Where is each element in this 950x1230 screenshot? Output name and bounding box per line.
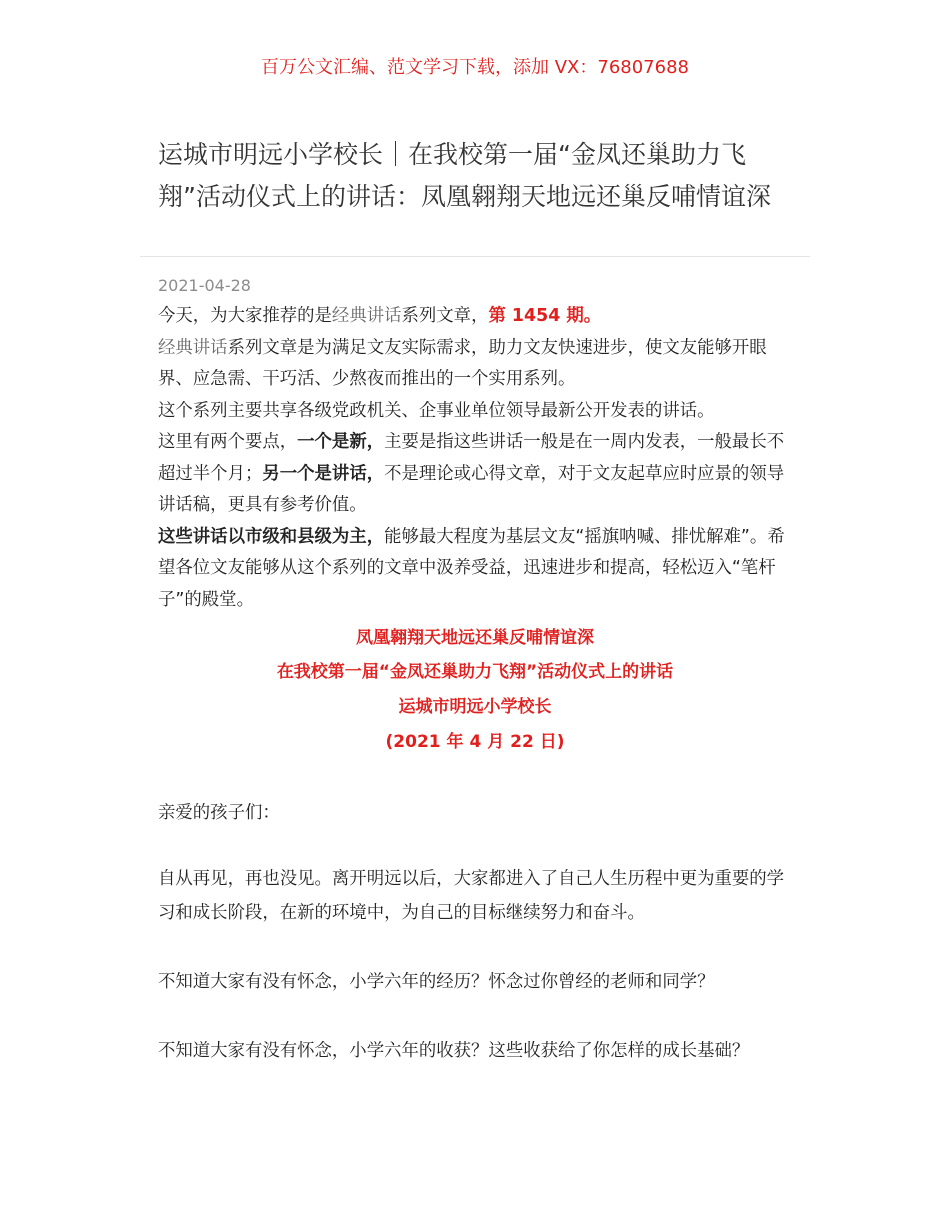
speech-paragraph-1: 自从再见，再也没见。离开明远以后，大家都进入了自己人生历程中更为重要的学习和成长阶段，在新的环境中，为自己的目标继续努力和奋斗。 [158,869,785,923]
speech-greeting: 亲爱的孩子们： [158,803,280,823]
intro-paragraph-5 [158,522,798,617]
intro-section [158,301,798,616]
key-point-1: 一个是新， [297,432,385,452]
publish-date: 2021-04-28 [158,276,251,295]
speech-date: (2021 年 4 月 22 日) [385,732,565,752]
intro-text: 系列文章是为满足文友实际需求，助力文友快速进步，使文友能够开眼界、应急需、干巧活、少熬夜而推出的一个实用系列。 [158,337,767,389]
intro-paragraph-4 [158,427,798,522]
series-name: 经典讲话 [158,337,228,358]
key-point-2: 另一个是讲话， [262,463,385,484]
speech-heading: 凤凰翱翔天地远还巢反哺情谊深 [356,628,594,648]
speech-paragraph-2: 不知道大家有没有怀念，小学六年的经历？怀念过你曾经的老师和同学？ [158,972,715,992]
issue-number: 第 1454 期。 [488,306,602,326]
speaker: 运城市明远小学校长 [398,697,552,717]
intro-paragraph-2 [158,333,798,396]
intro-text: 这里有两个要点， [158,432,298,452]
key-point-3: 这些讲话以市级和县级为主， [158,526,385,547]
intro-text: 能够最大程度为基层文友“摇旗呐喊、排忧解难”。希望各位文友能够从这个系列的文章中汲养受益，迅速进步和提高，轻松迈入“笔杆子”的殿堂。 [158,526,785,610]
intro-paragraph-3: 这个系列主要共享各级党政机关、企事业单位领导最新公开发表的讲话。 [158,400,715,421]
intro-text: 系列文章， [401,306,489,326]
series-name: 经典讲话 [331,306,402,326]
intro-text: 不是理论或心得文章，对于文友起草应时应景的领导讲话稿，更具有参考价值。 [158,463,785,515]
title-divider [140,256,810,257]
speech-paragraph-3: 不知道大家有没有怀念，小学六年的收获？这些收获给了你怎样的成长基础？ [158,1041,750,1061]
speech-subheading: 在我校第一届“金凤还巢助力飞翔”活动仪式上的讲话 [276,662,674,682]
article-title: 运城市明远小学校长｜在我校第一届“金凤还巢助力飞翔”活动仪式上的讲话：凤凰翱翔天地远还巢反哺情谊深 [158,140,771,211]
intro-text: 今天，为大家推荐的是 [158,306,332,326]
intro-paragraph-1 [158,301,798,333]
promo-banner: 百万公文汇编、范文学习下载，添加 VX：76807688 [261,57,689,78]
intro-text: 主要是指这些讲话一般是在一周内发表，一般最长不超过半个月； [158,432,785,484]
